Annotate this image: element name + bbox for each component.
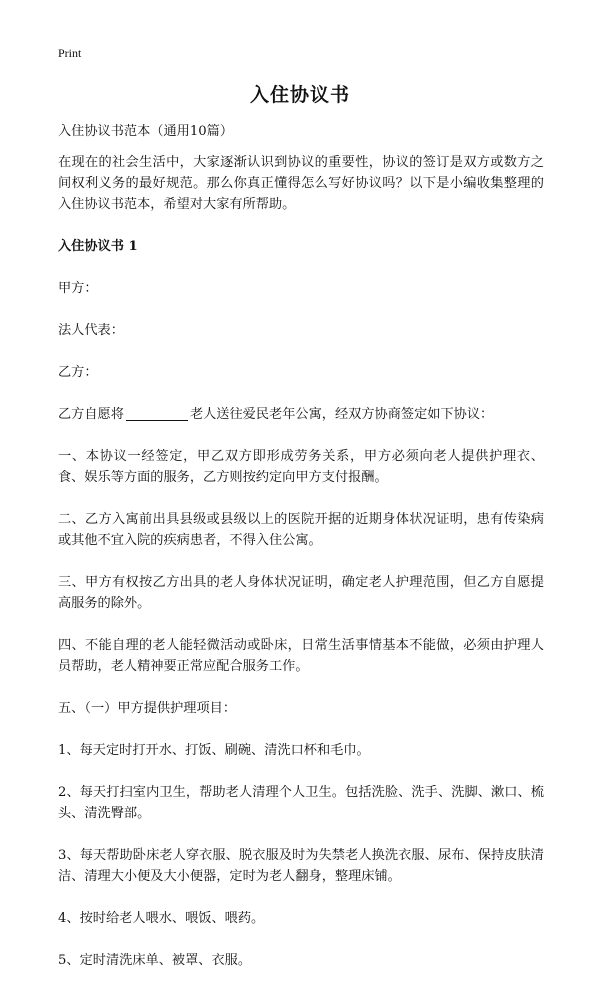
clause-paragraph: 四、不能自理的老人能轻微活动或卧床，日常生活事情基本不能做，必须由护理人员帮助，老人精神要正常应配合服务工作。 (58, 638, 544, 674)
document-subtitle: 入住协议书范本（通用10篇） (58, 124, 234, 139)
name-blank (126, 405, 188, 421)
clause-paragraph: 4、按时给老人喂水、喂饭、喂药。 (58, 911, 265, 926)
party-a-line: 甲方： (58, 281, 98, 296)
intro-paragraph: 在现在的社会生活中，大家逐渐认识到协议的重要性，协议的签订是双方或数方之间权利义务的最好规范。那么你真正懂得怎么写好协议吗？以下是小编收集整理的入住协议书范本，希望对大家有所帮助。 (58, 155, 544, 212)
agreement-suffix: 老人送往爱民老年公寓，经双方协商签定如下协议： (189, 407, 494, 422)
section-heading: 入住协议书 1 (58, 239, 138, 254)
clause-paragraph: 5、定时清洗床单、被罩、衣服。 (58, 953, 252, 968)
document-body (58, 121, 544, 992)
page-title: 入住协议书 (249, 84, 350, 106)
clause-paragraph: 2、每天打扫室内卫生，帮助老人清理个人卫生。包括洗脸、洗手、洗脚、漱口、梳头、清洗臀部。 (58, 785, 544, 821)
legal-rep-line: 法人代表： (58, 323, 124, 338)
party-b-line: 乙方： (58, 365, 98, 380)
clause-paragraph: 3、每天帮助卧床老人穿衣服、脱衣服及时为失禁老人换洗衣服、尿布、保持皮肤清洁、清理大小便及大小便器，定时为老人翻身，整理床铺。 (58, 848, 544, 884)
clause-paragraph: 三、甲方有权按乙方出具的老人身体状况证明，确定老人护理范围，但乙方自愿提高服务的除外。 (58, 575, 544, 611)
clause-paragraph: 二、乙方入寓前出具县级或县级以上的医院开据的近期身体状况证明，患有传染病或其他不宜入院的疾病患者，不得入住公寓。 (58, 512, 544, 548)
print-link[interactable]: Print (58, 46, 82, 60)
clause-paragraph: 五、（一）甲方提供护理项目： (58, 701, 237, 716)
clause-paragraph: 1、每天定时打开水、打饭、刷碗、清洗口杯和毛巾。 (58, 743, 370, 758)
agreement-line (58, 404, 544, 425)
agreement-prefix: 乙方自愿将 (58, 407, 124, 422)
clause-paragraph: 一、本协议一经签定，甲乙双方即形成劳务关系，甲方必须向老人提供护理衣、食、娱乐等方面的服务，乙方则按约定向甲方支付报酬。 (58, 449, 544, 485)
